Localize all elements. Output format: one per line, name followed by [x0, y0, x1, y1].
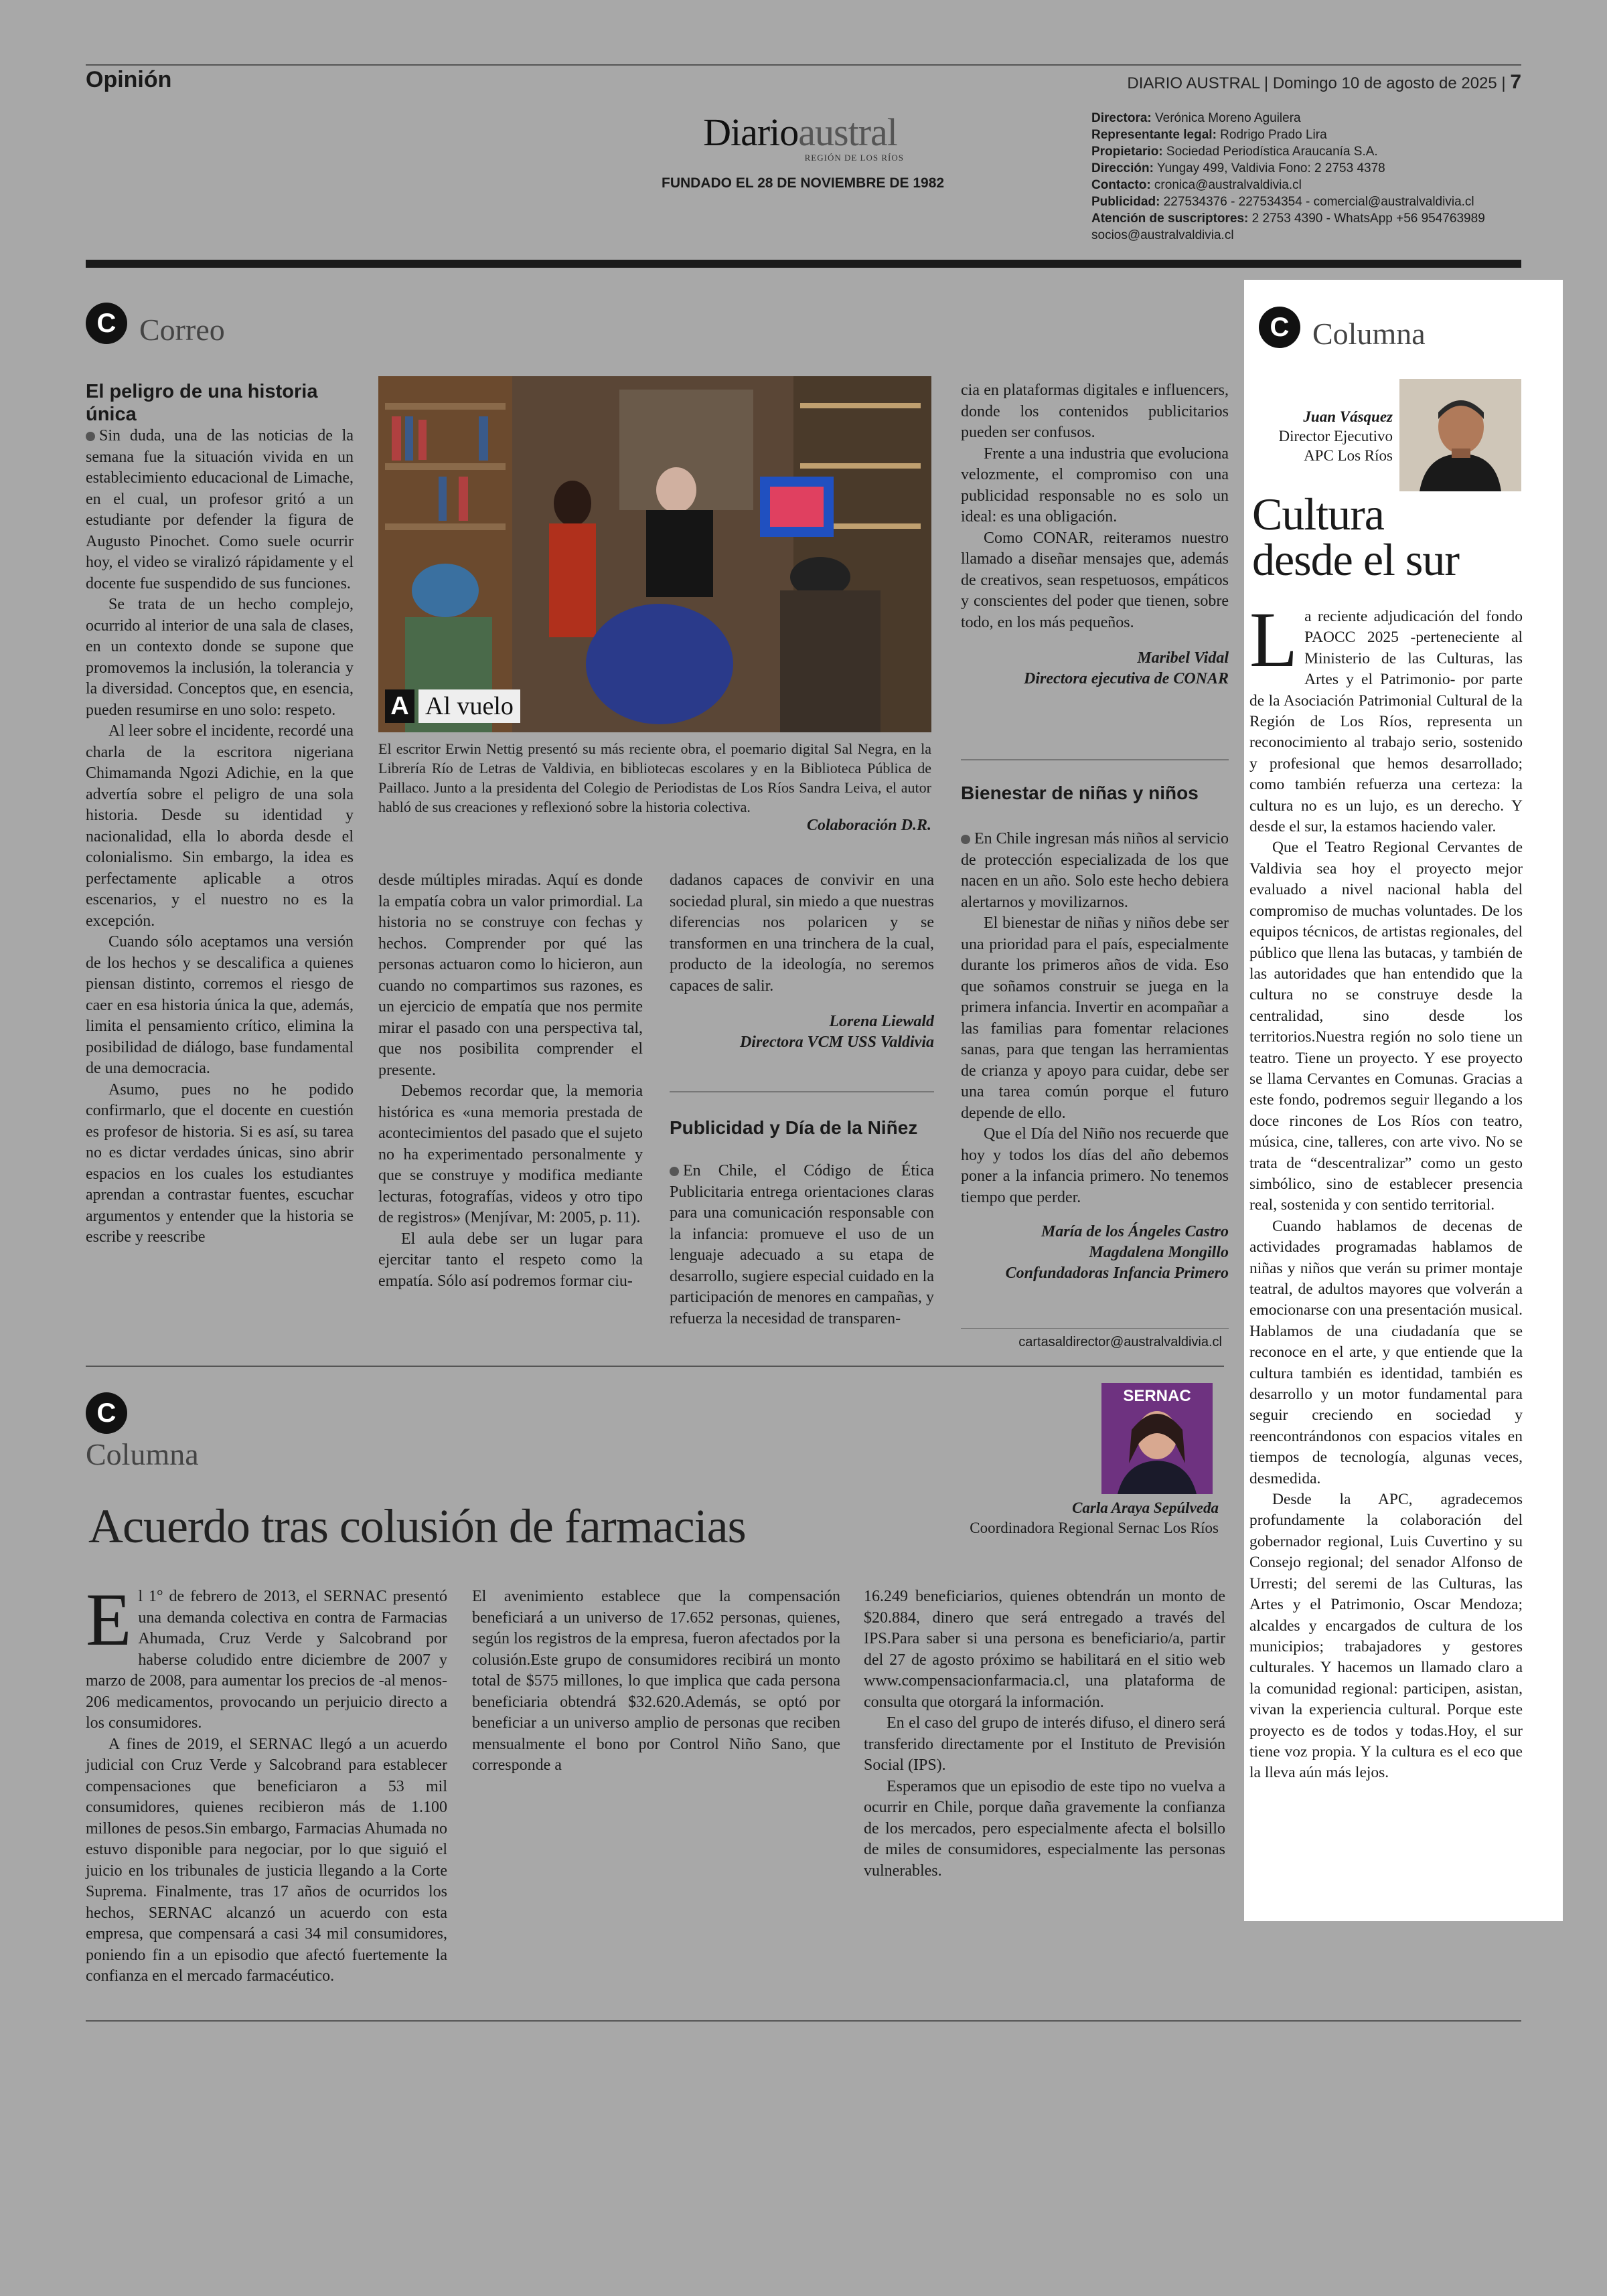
columna-heading [1259, 307, 1426, 351]
bottom-column-2: El avenimiento establece que la compensación beneficiará a un universo de 17.652 personas, quienes, según los registros de la empresa, fueron afectados por la colusión.Este grupo de consumidores recibirá un monto total de $575 millones, lo que implica que cada persona beneficiaria obtendrá $32.620.Además, se optó por beneficiar a un universo amplio de personas que reciben mensualmente el bono por Control Niño Sano, que corresponde a [472, 1588, 840, 1774]
letter-column-2: desde múltiples miradas. Aquí es donde la empatía cobra un valor primordial. La historia no se construye con fechas y hechos. Comprender por qué las personas actuaron como lo hicieron, aun cuando no compartimos sus razones, es un ejercicio de empatía que nos permite mirar el pasado con una perspectiva tal, que nos posibilita comprender el presente. Debemos recordar que, la memoria histórica es «una memoria prestada de acontecimientos del pasado que el sujeto no ha experimentado personalmente y que se construye y modifica mediante lecturas, fotografías, videos y otro tipo de registros» (Menjívar, M: 2005, p. 11). El aula debe ser un lugar para ejercitar tanto el respeto como la empatía. Sólo así podremos formar ciu- [378, 872, 643, 1290]
columna-title: Columna [86, 1437, 199, 1471]
logo-main: Diario [703, 110, 799, 154]
date-line: DIARIO AUSTRAL | Domingo 10 de agosto de 2025 | [1127, 74, 1506, 92]
signature-role: Directora ejecutiva de CONAR [1024, 670, 1229, 687]
section-rule [86, 1366, 1224, 1367]
bullet-icon [86, 432, 95, 441]
sernac-avatar [1101, 1383, 1213, 1494]
staff-box [1091, 110, 1520, 244]
author-role: Coordinadora Regional Sernac Los Ríos [970, 1520, 1219, 1536]
letter-heading: Bienestar de niñas y niños [961, 783, 1199, 803]
photo-credit: Colaboración D.R. [806, 817, 931, 834]
logo-accent: austral [798, 110, 897, 154]
author-name: Carla Araya Sepúlveda [1072, 1499, 1219, 1516]
dropcap: E [86, 1578, 132, 1661]
section-badge: C [1259, 307, 1300, 348]
letters-email[interactable]: cartasaldirector@australvaldivia.cl [1018, 1335, 1222, 1349]
columna-title: Columna [1312, 316, 1426, 351]
letter2-column-1: En Chile, el Código de Ética Publicitaria entrega orientaciones claras para una comunicación responsable con la infancia: promueve el uso de un lenguaje adecuado a su etapa de desarrollo, sugiere especial cuidado en la participación de menores en campañas, y refuerza la necesidad de transparen- [670, 1162, 934, 1327]
dropcap: L [1249, 596, 1298, 683]
bookstore-photo [378, 376, 931, 732]
masthead-logo [690, 112, 911, 163]
bottom-columna-heading [86, 1392, 199, 1472]
author-block [1259, 407, 1393, 465]
founded-line: FUNDADO EL 28 DE NOVIEMBRE DE 1982 [662, 175, 945, 191]
staff-line: Publicidad: 227534376 - 227534354 - comercial@australvaldivia.cl [1091, 195, 1474, 209]
event-photo [378, 376, 931, 732]
letter-heading: El peligro de una historia única [86, 381, 318, 425]
staff-line: Representante legal: Rodrigo Prado Lira [1091, 128, 1327, 142]
staff-line: socios@australvaldivia.cl [1091, 228, 1234, 242]
author-org: APC Los Ríos [1304, 447, 1393, 464]
correo-title: Correo [139, 312, 225, 347]
letter-column-3: dadanos capaces de convivir en una sociedad plural, sin miedo a que nuestras diferencias nos polaricen y se transformen en una trinchera de la cual, producto de la ideología, no seremos capaces de salir. Lorena Liewald Directora VCM USS Valdivia [670, 870, 934, 1053]
signature-line: Confundadoras Infancia Primero [1005, 1264, 1229, 1282]
staff-line: Propietario: Sociedad Periodística Araucanía S.A. [1091, 145, 1378, 159]
author-name: Juan Vásquez [1303, 408, 1393, 425]
column-headline: Cultura desde el sur [1252, 489, 1460, 585]
section-label: Opinión [86, 67, 172, 92]
divider [961, 1328, 1229, 1329]
section-badge: C [86, 303, 127, 344]
bottom-column-3: 16.249 beneficiarios, quienes obtendrán un monto de $20.884, dinero que será entregado a través del IPS.Para saber si una persona es beneficiario/a, partir del 27 de agosto próximo se habilitará en el sitio web www.compensacionfarmacia.cl, una plataforma de consulta que otorgará la información. En el caso del grupo de interés difuso, el dinero será transferido directamente por el Instituto de Previsión Social (IPS). Esperamos que un episodio de este tipo no vuelva a ocurrir en Chile, porque daña gravemente la confianza de los mercados, pero especialmente afecta el bolsillo de miles de consumidores, especialmente las personas vulnerables. [864, 1588, 1225, 1880]
author-portrait [1399, 379, 1521, 491]
bullet-icon [670, 1167, 679, 1176]
header-rule [86, 260, 1521, 268]
signature-line: Magdalena Mongillo [1089, 1244, 1229, 1261]
signature-line: María de los Ángeles Castro [1041, 1223, 1229, 1240]
photo-badge: A [385, 689, 414, 723]
divider [961, 759, 1229, 760]
column-headline: Acuerdo tras colusión de farmacias [88, 1499, 746, 1553]
photo-label: Al vuelo [418, 689, 520, 723]
signature-name: Lorena Liewald [829, 1013, 934, 1030]
signature-name: Maribel Vidal [1137, 649, 1229, 667]
letter3-column: En Chile ingresan más niños al servicio de protección especializada de los que nacen en un año. Solo este hecho debiera alertarnos y movilizarnos. El bienestar de niñas y niños debe ser una prioridad para el país, especialmente durante los primeros años de vida. Eso que soñamos construir se juega en la primera infancia. Invertir en acompañar a las familias para fomentar relaciones sanas, para que tengan las herramientas de crianza y apoyo para cuidar, debe ser una tarea común porque el futuro depende de ello. Que el Día del Niño nos recuerde que hoy y todos los días del año debemos poner a la infancia primero. No tenemos tiempo que perder. María de los Ángeles Castro Magdalena Mongillo Confundadoras Infancia Primero [961, 829, 1229, 1284]
avatar [1399, 379, 1521, 491]
correo-heading [86, 303, 225, 347]
bullet-icon [961, 835, 970, 844]
letter-column-1: Sin duda, una de las noticias de la semana fue la situación vivida en un establecimiento educacional de Limache, en el cual, un profesor gritó a un estudiante por defender la figura de Augusto Pinochet. Como suele ocurrir hoy, el video se viralizó rápidamente y el docente fue suspendido de sus funciones. Se trata de un hecho complejo, ocurrido al interior de una sala de clases, en un contexto donde se supone que promovemos la inclusión, la tolerancia y la diversidad. Conceptos que, en esencia, pueden resumirse en uno solo: respeto. Al leer sobre el incidente, recordé una charla de la escritora nigeriana Chimamanda Ngozi Adichie, en la que advertía sobre el peligro de una sola historia. Desde su identidad y nacionalidad, ella lo aborda desde el colonialismo. Sin embargo, la idea es perfectamente aplicable a otros escenarios, y el nuestro no es la excepción. Cuando sólo aceptamos una versión de los hechos y se descalifica a quienes piensan distinto, corremos el riesgo de caer en esa historia única la que, además, limita el pensamiento crítico, elimina la posibilidad de diálogo, base fundamental de una democracia. Asumo, pues no he podido confirmarlo, que el docente en cuestión es profesor de historia. Si es así, su tarea no es dictar verdades únicas, sino abrir espacios en los cuales los estudiantes aprendan a contrastar fuentes, escuchar argumentos y entender que la historia se escribe y reescribe [86, 427, 354, 1246]
staff-line: Contacto: cronica@australvaldivia.cl [1091, 178, 1302, 192]
staff-line: Atención de suscriptores: 2 2753 4390 - WhatsApp +56 954763989 [1091, 212, 1485, 226]
divider [670, 1091, 934, 1092]
footer-rule [86, 2020, 1521, 2022]
bottom-column-1: El 1° de febrero de 2013, el SERNAC presentó una demanda colectiva en contra de Farmacias Ahumada, Cruz Verde y Salcobrand por haberse coludido entre diciembre de 2007 y marzo de 2008, para aumentar los precios de -al menos- 206 medicamentos, provocando un perjuicio directo a los consumidores. A fines de 2019, el SERNAC llegó a un acuerdo judicial con Cruz Verde y Salcobrand para establecer compensaciones que beneficiaron a 53 mil consumidores, quienes recibieron más de 1.100 millones de pesos.Sin embargo, Farmacias Ahumada no estuvo disponible para negociar, por lo que siguió el juicio en los tribunales de justicia llegando a la Corte Suprema. Finalmente, tras 17 años de ocurridos los hechos, SERNAC alcanzó un acuerdo con esta empresa, que compensará a casi 34 mil consumidores, poniendo fin a un episodio que afectó fuertemente la confianza en el mercado farmacéutico. [86, 1578, 447, 1985]
column-body: La reciente adjudicación del fondo PAOCC 2025 -perteneciente al Ministerio de las Culturas, las Artes y el Patrimonio- por parte de la Asociación Patrimonial Cultural de la Región de Los Ríos, representa un reconocimiento al trabajo serio, sostenido y profesional que hemos desarrollado; como también refuerza una certeza: la cultura no es un lujo, es un derecho. Y desde el sur, la estamos haciendo valer. Que el Teatro Regional Cervantes de Valdivia sea hoy el proyecto mejor evaluado a nivel nacional habla del compromiso de muchas voluntades. De los equipos técnicos, de artistas regionales, del público que llena las butacas, y también de las autoridades que han entendido que la cultura no se construye desde la centralidad, sino desde los territorios.Nuestra región no solo tiene un teatro. Tiene un proyecto. Y ese proyecto se llama Cervantes en Comunas. Gracias a este fondo, podremos seguir llegando a los doce rincones de Los Ríos con teatro, música, cine, talleres, con arte vivo. No se trata de “descentralizar” como un gesto simbólico, sino de establecer presencia real, sostenida y con sentido territorial. Cuando hablamos de decenas de actividades programadas hablamos de niñas y niños que verán su primer montaje teatral, de adultos mayores que volverán a emocionarse con una presentación musical. Hablamos de una ciudadanía que se reconoce en el arte, y que entiende que la cultura también es identidad, también es desarrollo y un motor fundamental para seguir creciendo en sociedad y reencontrándonos con espacios vitales en tiempos de tecnología, algunas veces, desmedida. Desde la APC, agradecemos profundamente la colaboración del gobernador regional, Luis Cuvertino y su Consejo regional; del senador Alfonso de Urresti; del seremi de las Culturas, las Artes y el Patrimonio, Oscar Mendoza; alcaldes y encargados de cultura de los municipios; trabajadores y gestores culturales. Y hacemos un llamado claro a la comunidad regional: participen, asistan, vivan la experiencia cultural. Porque este proyecto es de todos y todas.Hoy, el sur tiene voz propia. Y la cultura es el eco que la lleva aún más lejos. [1249, 596, 1523, 1782]
letter-heading: Publicidad y Día de la Niñez [670, 1117, 918, 1138]
staff-line: Directora: Verónica Moreno Aguilera [1091, 111, 1301, 125]
bottom-author-block [870, 1498, 1219, 1538]
author-role: Director Ejecutivo [1278, 428, 1393, 444]
letter2-column-2: cia en plataformas digitales e influencers, donde los contenidos publicitarios pueden ser confusos. Frente a una industria que evoluciona velozmente, el compromiso con una publicidad responsable no es solo un ideal: es una obligación. Como CONAR, reiteramos nuestro llamado a diseñar mensajes que, además de creativos, sean respetuosos, empáticos y conscientes del poder que tienen, sobre todo, en los más pequeños. Maribel Vidal Directora ejecutiva de CONAR [961, 380, 1229, 689]
page-number: 7 [1510, 71, 1521, 93]
avatar-text: SERNAC [1123, 1387, 1191, 1405]
photo-caption: El escritor Erwin Nettig presentó su más reciente obra, el poemario digital Sal Negra, en la Librería Río de Letras de Valdivia, en bibliotecas escolares y en la Biblioteca Pública de Paillaco. Junto a la presidenta del Colegio de Periodistas de Los Ríos Sandra Leiva, el autor habló de sus creaciones y reflexionó sobre la historia colectiva. Colaboración D.R. [378, 739, 931, 836]
paper-info [1127, 71, 1521, 94]
logo-sub: REGIÓN DE LOS RÍOS [804, 153, 904, 163]
section-badge: C [86, 1392, 127, 1434]
signature-role: Directora VCM USS Valdivia [739, 1034, 934, 1051]
staff-line: Dirección: Yungay 499, Valdivia Fono: 2 2753 4378 [1091, 161, 1385, 175]
